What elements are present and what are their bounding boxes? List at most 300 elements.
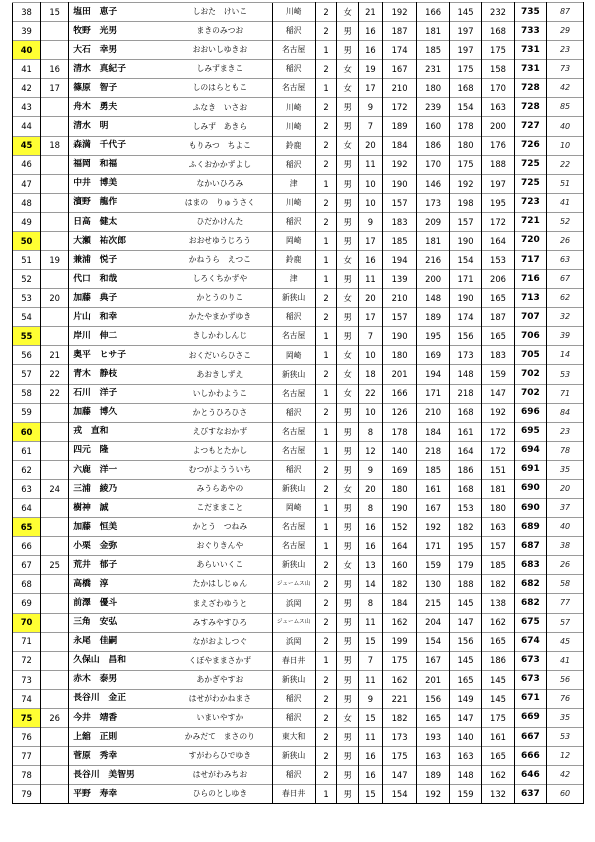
game-4-score-cell: 181 — [482, 479, 514, 498]
game-1-score-cell: 182 — [382, 708, 417, 727]
game-3-score-cell: 161 — [449, 422, 481, 441]
sex-cell: 男 — [337, 231, 359, 250]
player-name-cell: 三角 安弘 — [69, 613, 168, 632]
player-name-cell: 日高 健太 — [69, 212, 168, 231]
game-4-score-cell: 163 — [482, 518, 514, 537]
name-reading-cell: すがわらひでゆき — [168, 747, 272, 766]
total-score-cell: 727 — [514, 117, 546, 136]
game-3-score-cell: 175 — [449, 155, 481, 174]
table-row — [13, 689, 584, 708]
lane-number-cell: 26 — [547, 556, 584, 575]
name-reading-cell: おくだいらひさこ — [168, 346, 272, 365]
club-city-cell: 新狭山 — [272, 747, 315, 766]
club-city-cell: ジェームス山 — [272, 575, 315, 594]
game-1-score-cell: 184 — [382, 136, 417, 155]
sex-cell: 男 — [337, 117, 359, 136]
player-name-cell: 加藤 典子 — [69, 289, 168, 308]
name-reading-cell: あらいいくこ — [168, 556, 272, 575]
player-name-cell: 上舘 正則 — [69, 727, 168, 746]
total-score-cell: 682 — [514, 575, 546, 594]
game-1-score-cell: 162 — [382, 670, 417, 689]
total-score-cell: 674 — [514, 632, 546, 651]
overall-rank-cell: 78 — [13, 766, 41, 785]
female-rank-cell — [41, 651, 69, 670]
game-4-score-cell: 232 — [482, 3, 514, 22]
game-2-score-cell: 193 — [417, 727, 449, 746]
table-row — [13, 79, 584, 98]
player-name-cell: 樹神 誠 — [69, 499, 168, 518]
game-2-score-cell: 154 — [417, 632, 449, 651]
sex-cell: 男 — [337, 537, 359, 556]
lane-number-cell: 37 — [547, 499, 584, 518]
game-4-score-cell: 132 — [482, 785, 514, 804]
name-reading-cell: いまいやすか — [168, 708, 272, 727]
player-name-cell: 岸川 伸二 — [69, 327, 168, 346]
lane-number-cell: 71 — [547, 384, 584, 403]
player-name-cell: 前澤 優斗 — [69, 594, 168, 613]
club-city-cell: 稲沢 — [272, 155, 315, 174]
lane-number-cell: 67 — [547, 270, 584, 289]
female-rank-cell — [41, 174, 69, 193]
female-rank-cell — [41, 613, 69, 632]
sex-cell: 女 — [337, 60, 359, 79]
female-rank-cell — [41, 270, 69, 289]
club-city-cell: 春日井 — [272, 651, 315, 670]
lane-number-cell: 29 — [547, 22, 584, 41]
sex-cell: 男 — [337, 727, 359, 746]
game-1-score-cell: 166 — [382, 384, 417, 403]
game-4-score-cell: 187 — [482, 308, 514, 327]
club-city-cell: 浜岡 — [272, 594, 315, 613]
total-score-cell: 713 — [514, 289, 546, 308]
total-score-cell: 731 — [514, 60, 546, 79]
sex-cell: 男 — [337, 422, 359, 441]
age-cell: 11 — [359, 670, 383, 689]
table-row — [13, 365, 584, 384]
player-name-cell: 石川 洋子 — [69, 384, 168, 403]
game-3-score-cell: 175 — [449, 60, 481, 79]
lane-number-cell: 39 — [547, 327, 584, 346]
overall-rank-cell: 44 — [13, 117, 41, 136]
total-score-cell: 707 — [514, 308, 546, 327]
overall-rank-cell: 74 — [13, 689, 41, 708]
table-row — [13, 785, 584, 804]
grade-cell: 2 — [315, 136, 337, 155]
grade-cell: 2 — [315, 632, 337, 651]
table-row — [13, 632, 584, 651]
game-4-score-cell: 159 — [482, 365, 514, 384]
age-cell: 17 — [359, 79, 383, 98]
game-2-score-cell: 189 — [417, 308, 449, 327]
player-name-cell: 森満 千代子 — [69, 136, 168, 155]
name-reading-cell: あおきしずえ — [168, 365, 272, 384]
player-name-cell: 長谷川 金正 — [69, 689, 168, 708]
female-rank-cell — [41, 537, 69, 556]
game-2-score-cell: 163 — [417, 747, 449, 766]
name-reading-cell: はせがわみちお — [168, 766, 272, 785]
sex-cell: 男 — [337, 22, 359, 41]
total-score-cell: 675 — [514, 613, 546, 632]
name-reading-cell: あかぎやすお — [168, 670, 272, 689]
lane-number-cell: 12 — [547, 747, 584, 766]
lane-number-cell: 23 — [547, 422, 584, 441]
table-row — [13, 155, 584, 174]
game-4-score-cell: 172 — [482, 212, 514, 231]
name-reading-cell: いしかわようこ — [168, 384, 272, 403]
game-3-score-cell: 159 — [449, 785, 481, 804]
player-name-cell: 代口 和哉 — [69, 270, 168, 289]
grade-cell: 2 — [315, 460, 337, 479]
total-score-cell: 717 — [514, 251, 546, 270]
game-4-score-cell: 168 — [482, 22, 514, 41]
game-2-score-cell: 169 — [417, 346, 449, 365]
player-name-cell: 菅原 秀幸 — [69, 747, 168, 766]
game-2-score-cell: 201 — [417, 670, 449, 689]
game-3-score-cell: 145 — [449, 594, 481, 613]
club-city-cell: 川崎 — [272, 3, 315, 22]
game-3-score-cell: 188 — [449, 575, 481, 594]
overall-rank-cell: 75 — [13, 708, 41, 727]
age-cell: 13 — [359, 556, 383, 575]
game-2-score-cell: 130 — [417, 575, 449, 594]
age-cell: 16 — [359, 251, 383, 270]
name-reading-cell: もりみつ ちよこ — [168, 136, 272, 155]
sex-cell: 男 — [337, 41, 359, 60]
overall-rank-cell: 71 — [13, 632, 41, 651]
total-score-cell: 690 — [514, 479, 546, 498]
club-city-cell: ジェームス山 — [272, 613, 315, 632]
total-score-cell: 673 — [514, 651, 546, 670]
female-rank-cell — [41, 460, 69, 479]
female-rank-cell: 21 — [41, 346, 69, 365]
table-row — [13, 708, 584, 727]
game-3-score-cell: 190 — [449, 231, 481, 250]
table-row — [13, 41, 584, 60]
female-rank-cell — [41, 212, 69, 231]
age-cell: 17 — [359, 308, 383, 327]
game-1-score-cell: 199 — [382, 632, 417, 651]
player-name-cell: 小栗 金弥 — [69, 537, 168, 556]
game-4-score-cell: 172 — [482, 422, 514, 441]
sex-cell: 男 — [337, 98, 359, 117]
game-1-score-cell: 164 — [382, 537, 417, 556]
female-rank-cell — [41, 594, 69, 613]
grade-cell: 1 — [315, 231, 337, 250]
total-score-cell: 706 — [514, 327, 546, 346]
club-city-cell: 岡崎 — [272, 499, 315, 518]
player-name-cell: 片山 和幸 — [69, 308, 168, 327]
sex-cell: 男 — [337, 766, 359, 785]
club-city-cell: 新狭山 — [272, 556, 315, 575]
total-score-cell: 702 — [514, 384, 546, 403]
game-2-score-cell: 239 — [417, 98, 449, 117]
game-3-score-cell: 156 — [449, 327, 481, 346]
table-row — [13, 499, 584, 518]
total-score-cell: 690 — [514, 499, 546, 518]
game-4-score-cell: 165 — [482, 632, 514, 651]
lane-number-cell: 51 — [547, 174, 584, 193]
table-row — [13, 60, 584, 79]
grade-cell: 1 — [315, 79, 337, 98]
grade-cell: 2 — [315, 766, 337, 785]
grade-cell: 2 — [315, 727, 337, 746]
name-reading-cell: かみだて まさのり — [168, 727, 272, 746]
player-name-cell: 奥平 ヒサ子 — [69, 346, 168, 365]
table-row — [13, 556, 584, 575]
club-city-cell: 名古屋 — [272, 327, 315, 346]
female-rank-cell — [41, 575, 69, 594]
lane-number-cell: 76 — [547, 689, 584, 708]
name-reading-cell: しみず あきら — [168, 117, 272, 136]
game-4-score-cell: 172 — [482, 441, 514, 460]
lane-number-cell: 77 — [547, 594, 584, 613]
sex-cell: 女 — [337, 346, 359, 365]
lane-number-cell: 20 — [547, 479, 584, 498]
total-score-cell: 705 — [514, 346, 546, 365]
sex-cell: 男 — [337, 270, 359, 289]
grade-cell: 1 — [315, 41, 337, 60]
club-city-cell: 春日井 — [272, 785, 315, 804]
grade-cell: 2 — [315, 708, 337, 727]
overall-rank-cell: 72 — [13, 651, 41, 670]
lane-number-cell: 42 — [547, 79, 584, 98]
game-4-score-cell: 138 — [482, 594, 514, 613]
lane-number-cell: 14 — [547, 346, 584, 365]
grade-cell: 2 — [315, 308, 337, 327]
club-city-cell: 新狭山 — [272, 289, 315, 308]
female-rank-cell: 20 — [41, 289, 69, 308]
game-2-score-cell: 184 — [417, 422, 449, 441]
game-4-score-cell: 206 — [482, 270, 514, 289]
game-3-score-cell: 218 — [449, 384, 481, 403]
table-row — [13, 289, 584, 308]
player-name-cell: 久保山 昌和 — [69, 651, 168, 670]
overall-rank-cell: 62 — [13, 460, 41, 479]
club-city-cell: 鈴鹿 — [272, 251, 315, 270]
game-3-score-cell: 179 — [449, 556, 481, 575]
player-name-cell: 濱野 龍作 — [69, 193, 168, 212]
overall-rank-cell: 66 — [13, 537, 41, 556]
grade-cell: 2 — [315, 155, 337, 174]
total-score-cell: 667 — [514, 727, 546, 746]
female-rank-cell — [41, 231, 69, 250]
game-2-score-cell: 192 — [417, 518, 449, 537]
name-reading-cell: かとう つねみ — [168, 518, 272, 537]
game-2-score-cell: 194 — [417, 365, 449, 384]
total-score-cell: 683 — [514, 556, 546, 575]
age-cell: 20 — [359, 136, 383, 155]
lane-number-cell: 84 — [547, 403, 584, 422]
player-name-cell: 加藤 博久 — [69, 403, 168, 422]
age-cell: 8 — [359, 499, 383, 518]
game-1-score-cell: 221 — [382, 689, 417, 708]
sex-cell: 男 — [337, 747, 359, 766]
total-score-cell: 733 — [514, 22, 546, 41]
name-reading-cell: ながおよしつぐ — [168, 632, 272, 651]
name-reading-cell: はまの りゅうさく — [168, 193, 272, 212]
overall-rank-cell: 45 — [13, 136, 41, 155]
total-score-cell: 637 — [514, 785, 546, 804]
lane-number-cell: 87 — [547, 3, 584, 22]
game-4-score-cell: 175 — [482, 708, 514, 727]
game-1-score-cell: 182 — [382, 575, 417, 594]
game-1-score-cell: 160 — [382, 556, 417, 575]
female-rank-cell — [41, 193, 69, 212]
sex-cell: 女 — [337, 708, 359, 727]
game-3-score-cell: 178 — [449, 117, 481, 136]
grade-cell: 2 — [315, 689, 337, 708]
overall-rank-cell: 73 — [13, 670, 41, 689]
player-name-cell: 清水 明 — [69, 117, 168, 136]
table-row — [13, 384, 584, 403]
lane-number-cell: 40 — [547, 117, 584, 136]
lane-number-cell: 85 — [547, 98, 584, 117]
game-2-score-cell: 160 — [417, 117, 449, 136]
game-2-score-cell: 215 — [417, 594, 449, 613]
age-cell: 11 — [359, 727, 383, 746]
overall-rank-cell: 39 — [13, 22, 41, 41]
game-2-score-cell: 186 — [417, 136, 449, 155]
game-4-score-cell: 197 — [482, 174, 514, 193]
lane-number-cell: 32 — [547, 308, 584, 327]
name-reading-cell: まえざわゆうと — [168, 594, 272, 613]
game-1-score-cell: 192 — [382, 155, 417, 174]
name-reading-cell: たかはしじゅん — [168, 575, 272, 594]
game-1-score-cell: 169 — [382, 460, 417, 479]
name-reading-cell: きしかわしんじ — [168, 327, 272, 346]
game-4-score-cell: 162 — [482, 613, 514, 632]
age-cell: 20 — [359, 479, 383, 498]
age-cell: 16 — [359, 518, 383, 537]
grade-cell: 2 — [315, 670, 337, 689]
club-city-cell: 稲沢 — [272, 766, 315, 785]
game-2-score-cell: 171 — [417, 537, 449, 556]
club-city-cell: 川崎 — [272, 193, 315, 212]
game-4-score-cell: 151 — [482, 460, 514, 479]
game-4-score-cell: 162 — [482, 766, 514, 785]
age-cell: 15 — [359, 708, 383, 727]
game-3-score-cell: 148 — [449, 365, 481, 384]
table-row — [13, 193, 584, 212]
grade-cell: 2 — [315, 403, 337, 422]
game-3-score-cell: 168 — [449, 79, 481, 98]
female-rank-cell: 22 — [41, 384, 69, 403]
overall-rank-cell: 77 — [13, 747, 41, 766]
female-rank-cell — [41, 670, 69, 689]
sex-cell: 女 — [337, 365, 359, 384]
sex-cell: 男 — [337, 575, 359, 594]
game-3-score-cell: 156 — [449, 632, 481, 651]
player-name-cell: 長谷川 美智男 — [69, 766, 168, 785]
female-rank-cell — [41, 403, 69, 422]
sex-cell: 男 — [337, 174, 359, 193]
table-row — [13, 22, 584, 41]
overall-rank-cell: 68 — [13, 575, 41, 594]
grade-cell: 2 — [315, 479, 337, 498]
lane-number-cell: 53 — [547, 365, 584, 384]
game-2-score-cell: 167 — [417, 499, 449, 518]
lane-number-cell: 62 — [547, 289, 584, 308]
grade-cell: 2 — [315, 212, 337, 231]
female-rank-cell — [41, 727, 69, 746]
player-name-cell: 大瀬 祐次郎 — [69, 231, 168, 250]
club-city-cell: 名古屋 — [272, 518, 315, 537]
game-2-score-cell: 166 — [417, 3, 449, 22]
female-rank-cell — [41, 785, 69, 804]
club-city-cell: 川崎 — [272, 117, 315, 136]
name-reading-cell: むつがようういち — [168, 460, 272, 479]
total-score-cell: 646 — [514, 766, 546, 785]
game-4-score-cell: 165 — [482, 289, 514, 308]
game-3-score-cell: 197 — [449, 41, 481, 60]
age-cell: 17 — [359, 231, 383, 250]
player-name-cell: 平野 寿幸 — [69, 785, 168, 804]
overall-rank-cell: 63 — [13, 479, 41, 498]
game-1-score-cell: 172 — [382, 98, 417, 117]
age-cell: 10 — [359, 403, 383, 422]
age-cell: 11 — [359, 270, 383, 289]
lane-number-cell: 41 — [547, 193, 584, 212]
lane-number-cell: 35 — [547, 708, 584, 727]
sex-cell: 女 — [337, 136, 359, 155]
table-row — [13, 575, 584, 594]
game-1-score-cell: 185 — [382, 231, 417, 250]
female-rank-cell — [41, 155, 69, 174]
grade-cell: 2 — [315, 60, 337, 79]
grade-cell: 1 — [315, 785, 337, 804]
game-1-score-cell: 184 — [382, 594, 417, 613]
sex-cell: 女 — [337, 251, 359, 270]
age-cell: 14 — [359, 575, 383, 594]
sex-cell: 男 — [337, 651, 359, 670]
age-cell: 9 — [359, 460, 383, 479]
age-cell: 9 — [359, 689, 383, 708]
player-name-cell: 永尾 佳嗣 — [69, 632, 168, 651]
game-4-score-cell: 180 — [482, 499, 514, 518]
age-cell: 8 — [359, 594, 383, 613]
player-name-cell: 戎 直和 — [69, 422, 168, 441]
game-1-score-cell: 194 — [382, 251, 417, 270]
total-score-cell: 691 — [514, 460, 546, 479]
table-row — [13, 98, 584, 117]
total-score-cell: 725 — [514, 155, 546, 174]
table-row — [13, 327, 584, 346]
game-3-score-cell: 186 — [449, 460, 481, 479]
game-2-score-cell: 200 — [417, 270, 449, 289]
club-city-cell: 新狭山 — [272, 670, 315, 689]
player-name-cell: 四元 隆 — [69, 441, 168, 460]
game-3-score-cell: 164 — [449, 441, 481, 460]
player-name-cell: 赤木 泰男 — [69, 670, 168, 689]
overall-rank-cell: 57 — [13, 365, 41, 384]
name-reading-cell: しおた けいこ — [168, 3, 272, 22]
player-name-cell: 中井 博美 — [69, 174, 168, 193]
age-cell: 20 — [359, 289, 383, 308]
game-2-score-cell: 173 — [417, 193, 449, 212]
table-row — [13, 3, 584, 22]
sex-cell: 男 — [337, 670, 359, 689]
game-3-score-cell: 157 — [449, 212, 481, 231]
player-name-cell: 高橋 淳 — [69, 575, 168, 594]
name-reading-cell: よつもとたかし — [168, 441, 272, 460]
sex-cell: 男 — [337, 499, 359, 518]
grade-cell: 1 — [315, 346, 337, 365]
results-table — [12, 2, 584, 804]
overall-rank-cell: 43 — [13, 98, 41, 117]
total-score-cell: 735 — [514, 3, 546, 22]
game-3-score-cell: 154 — [449, 98, 481, 117]
club-city-cell: 稲沢 — [272, 708, 315, 727]
